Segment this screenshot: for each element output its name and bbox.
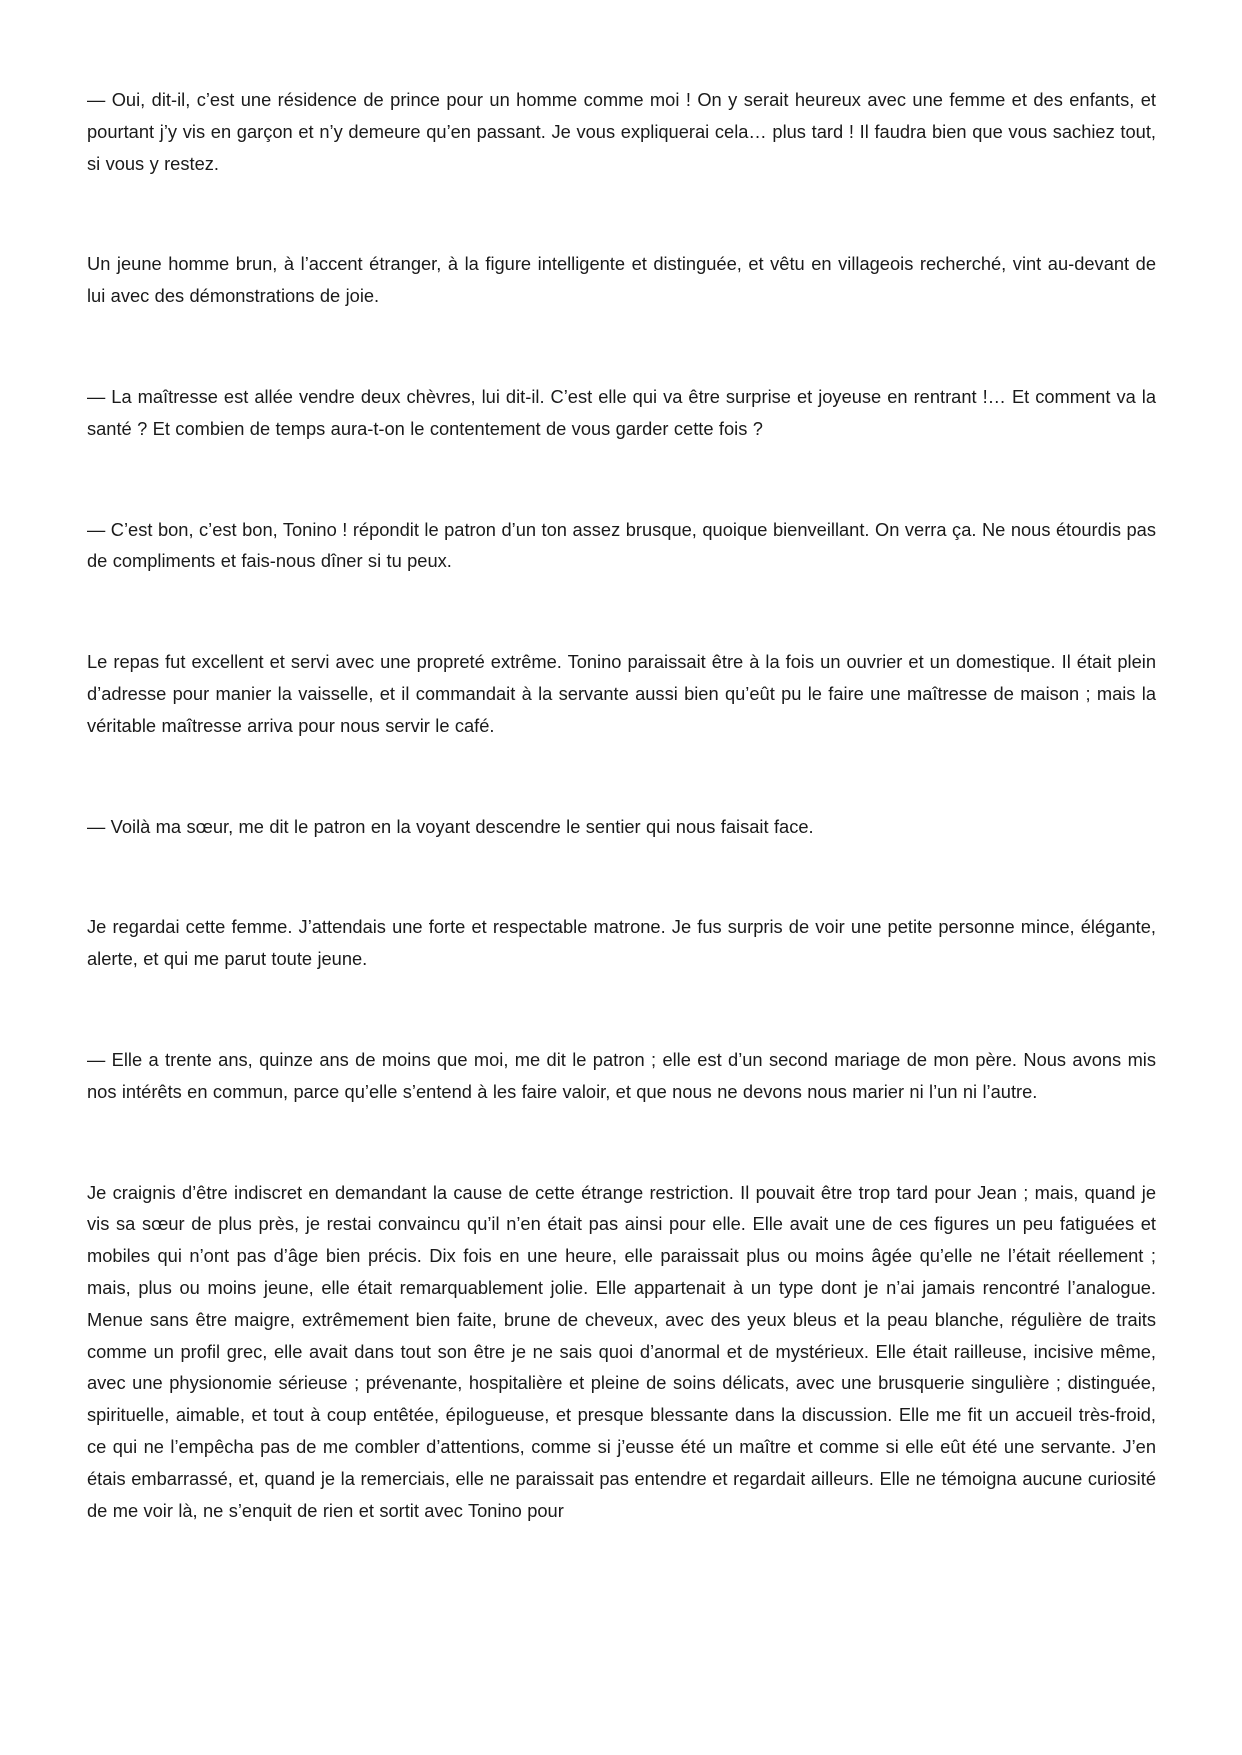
paragraph: — C’est bon, c’est bon, Tonino ! répondit le patron d’un ton assez brusque, quoique bienveillant. On verra ça. Ne nous étourdis pas de compliments et fais-nous dîner si tu peux. <box>87 518 1156 572</box>
paragraph: Le repas fut excellent et servi avec une propreté extrême. Tonino paraissait être à la fois un ouvrier et un domestique. Il était plein d’adresse pour manier la vaisselle, et il commandait à la servante aussi bien qu’eût pu le faire une maîtresse de maison ; mais la véritable maîtresse arriva pour nous servir le café. <box>87 651 1156 736</box>
paragraph: Je regardai cette femme. J’attendais une forte et respectable matrone. Je fus surpris de voir une petite personne mince, élégante, alerte, et qui me parut toute jeune. <box>87 916 1156 970</box>
paragraph: Je craignis d’être indiscret en demandant la cause de cette étrange restriction. Il pouvait être trop tard pour Jean ; mais, quand je vis sa sœur de plus près, je restai convaincu qu’il n’en était pas ainsi pour elle. Elle avait une de ces figures un peu fatiguées et mobiles qui n’ont pas d’âge bien précis. Dix fois en une heure, elle paraissait plus ou moins âgée qu’elle ne l’était réellement ; mais, plus ou moins jeune, elle était remarquablement jolie. Elle appartenait à un type dont je n’ai jamais rencontré l’analogue. Menue sans être maigre, extrêmement bien faite, brune de cheveux, avec des yeux bleus et la peau blanche, régulière de traits comme un profil grec, elle avait dans tout son être je ne sais quoi d’anormal et de mystérieux. Elle était railleuse, incisive même, avec une physionomie sérieuse ; prévenante, hospitalière et pleine de soins délicats, avec une brusquerie singulière ; distinguée, spirituelle, aimable, et tout à coup entêtée, épilogueuse, et presque blessante dans la discussion. Elle me fit un accueil très-froid, ce qui ne l’empêcha pas de me combler d’attentions, comme si j’eusse été un maître et comme si elle eût été une servante. J’en étais embarrassé, et, quand je la remerciais, elle ne paraissait pas entendre et regardait ailleurs. Elle ne témoigna aucune curiosité de me voir là, ne s’enquit de rien et sortit avec Tonino pour <box>87 1181 1156 1521</box>
paragraph: — La maîtresse est allée vendre deux chèvres, lui dit-il. C’est elle qui va être surprise et joyeuse en rentrant !… Et comment va la santé ? Et combien de temps aura-t-on le contentement de vous garder cette fois ? <box>87 385 1156 439</box>
paragraph: — Oui, dit-il, c’est une résidence de prince pour un homme comme moi ! On y serait heureux avec une femme et des enfants, et pourtant j’y vis en garçon et n’y demeure qu’en passant. Je vous expliquerai cela… plus tard ! Il faudra bien que vous sachiez tout, si vous y restez. <box>87 89 1156 174</box>
paragraph: Un jeune homme brun, à l’accent étranger, à la figure intelligente et distinguée, et vêtu en villageois recherché, vint au-devant de lui avec des démonstrations de joie. <box>87 253 1156 307</box>
text-column <box>87 84 1156 1526</box>
paragraph: — Voilà ma sœur, me dit le patron en la voyant descendre le sentier qui nous faisait face. <box>87 815 814 837</box>
paragraph: — Elle a trente ans, quinze ans de moins que moi, me dit le patron ; elle est d’un second mariage de mon père. Nous avons mis nos intérêts en commun, parce qu’elle s’entend à les faire valoir, et que nous ne devons nous marier ni l’un ni l’autre. <box>87 1048 1156 1102</box>
